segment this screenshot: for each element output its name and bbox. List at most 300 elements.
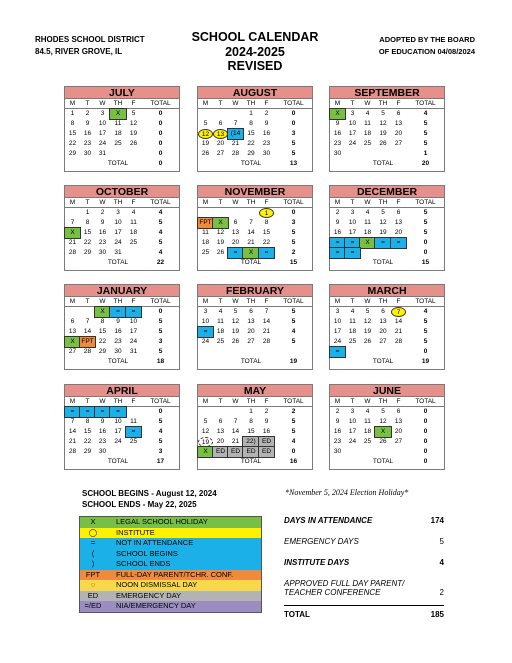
day-cell: 10	[201, 318, 210, 325]
spacer	[345, 357, 360, 367]
day-cell	[375, 447, 391, 457]
day-header: F	[126, 397, 141, 407]
spacer	[213, 457, 228, 467]
day-cell: 9	[85, 120, 90, 127]
day-header: W	[360, 99, 375, 109]
month-day-grid	[65, 297, 179, 367]
day-cell: 12	[201, 428, 210, 435]
stat-row	[284, 516, 444, 525]
legend-symbol: FPT	[85, 569, 101, 579]
legend-row	[80, 528, 261, 539]
month-total-value: 18	[156, 358, 165, 365]
month-total-label: TOTAL	[372, 358, 394, 365]
day-header: F	[259, 99, 274, 109]
month-total-label: TOTAL	[107, 458, 129, 465]
day-cell: 19	[379, 229, 387, 236]
day-header: M	[65, 99, 80, 109]
day-cell: 22	[98, 338, 107, 345]
spacer	[213, 258, 228, 268]
day-header: TOTAL	[141, 198, 180, 208]
day-header: W	[95, 397, 110, 407]
legend-row	[80, 517, 261, 528]
day-cell	[345, 149, 360, 159]
day-header: M	[198, 397, 213, 407]
day-cell: 11	[349, 318, 356, 325]
day-cell	[375, 248, 391, 258]
day-cell: 19	[198, 437, 213, 447]
day-cell: 2	[85, 110, 90, 117]
day-cell: 22	[262, 239, 271, 246]
day-cell: 8	[85, 418, 90, 425]
day-header: W	[95, 297, 110, 307]
week-total: 0	[158, 130, 163, 137]
week-total: 3	[158, 338, 163, 345]
month-total-label: TOTAL	[240, 458, 262, 465]
day-cell: 9	[335, 120, 340, 127]
day-cell	[65, 208, 80, 218]
day-header: M	[198, 297, 213, 307]
day-cell: 4	[365, 209, 370, 216]
day-cell: 14	[83, 328, 92, 335]
month-total-value: 15	[289, 259, 298, 266]
day-cell: 25	[114, 140, 122, 147]
legend-symbol: ◌	[90, 580, 96, 589]
day-cell: 25	[216, 338, 225, 345]
day-cell: 13	[379, 318, 387, 325]
day-cell: 22	[83, 438, 92, 445]
day-cell: 18	[363, 428, 372, 435]
day-cell: 31	[129, 348, 138, 355]
day-cell: =	[345, 248, 360, 258]
day-header: F	[126, 198, 141, 208]
school-dates	[82, 488, 217, 510]
day-cell: 19	[216, 239, 225, 246]
day-header: TH	[110, 99, 126, 109]
day-cell: =	[391, 238, 406, 248]
day-cell: 25	[348, 338, 357, 345]
day-header: M	[330, 397, 345, 407]
day-header: TH	[243, 397, 259, 407]
day-header: T	[345, 397, 360, 407]
spacer	[80, 457, 95, 467]
day-header: M	[330, 198, 345, 208]
month-total-value: 16	[289, 458, 298, 465]
week-total: 0	[158, 140, 163, 147]
day-cell: 25	[201, 249, 210, 256]
day-cell: 17	[114, 428, 122, 435]
day-cell	[126, 407, 141, 417]
day-cell: 12	[231, 318, 240, 325]
day-cell: 9	[116, 318, 120, 325]
adoption-note	[360, 34, 475, 58]
day-cell: 25	[363, 438, 372, 445]
month-total-label: TOTAL	[372, 259, 394, 266]
week-total: 0	[423, 348, 428, 355]
week-total: 5	[423, 209, 428, 216]
day-cell: 17	[98, 130, 107, 137]
day-cell: 16	[333, 229, 342, 236]
day-header: TH	[110, 297, 126, 307]
month-title: OCTOBER	[65, 186, 179, 198]
day-cell: 15	[68, 130, 77, 137]
day-cell: 9	[264, 120, 269, 127]
day-cell	[110, 149, 126, 159]
page-title	[178, 30, 332, 74]
day-cell: =	[126, 427, 141, 437]
day-cell: ED	[228, 447, 243, 457]
election-note: *November 5, 2024 Election Holiday*	[285, 488, 409, 497]
legend-label: NOT IN ATTENDANCE	[116, 538, 194, 547]
day-cell: X	[375, 427, 391, 437]
legend-symbol: (	[91, 548, 95, 558]
day-cell: 17	[348, 130, 357, 137]
day-cell: 23	[98, 239, 107, 246]
day-cell: 26	[379, 438, 387, 445]
day-cell: 19	[231, 328, 240, 335]
day-cell: X	[65, 228, 80, 238]
day-cell: 10	[114, 418, 122, 425]
day-cell: 29	[83, 249, 92, 256]
week-total: 0	[423, 418, 428, 425]
day-cell: 7	[391, 307, 406, 317]
month-august	[197, 86, 313, 172]
day-cell: 21	[68, 239, 77, 246]
week-total: 5	[291, 428, 296, 435]
day-cell	[360, 347, 375, 357]
day-cell: X	[330, 109, 345, 119]
day-cell: 27	[68, 348, 77, 355]
day-cell: 30	[262, 150, 271, 157]
day-header: F	[391, 397, 406, 407]
day-header: M	[330, 99, 345, 109]
day-cell: 15	[83, 428, 92, 435]
day-cell: 16	[333, 428, 342, 435]
day-header: TOTAL	[274, 198, 313, 208]
week-total: 5	[158, 318, 163, 325]
day-header: T	[213, 99, 228, 109]
month-day-grid	[65, 397, 179, 467]
day-cell: 22)	[243, 437, 259, 447]
week-total: 5	[423, 130, 428, 137]
day-cell: 11	[202, 229, 209, 236]
day-header: W	[95, 99, 110, 109]
day-header: TOTAL	[274, 99, 313, 109]
day-cell: 3	[350, 408, 355, 415]
day-header: T	[345, 297, 360, 307]
day-cell: 11	[364, 120, 371, 127]
day-header: F	[259, 297, 274, 307]
day-cell: 23	[114, 338, 122, 345]
day-cell: 3	[203, 308, 208, 315]
day-cell: 30	[114, 348, 122, 355]
stat-label: DAYS IN ATTENDANCE	[284, 516, 373, 525]
legend-row	[80, 601, 261, 612]
day-cell	[198, 407, 213, 417]
day-cell	[126, 447, 141, 457]
week-total: 5	[423, 338, 428, 345]
day-cell: 28	[83, 348, 92, 355]
week-total: 5	[291, 318, 296, 325]
day-cell: =	[228, 248, 243, 258]
day-cell: =	[375, 238, 391, 248]
stat-value: 2	[439, 588, 444, 597]
stat-total-label: TOTAL	[284, 610, 310, 619]
day-cell: 2	[335, 408, 340, 415]
day-cell: 29	[83, 448, 92, 455]
day-cell: 21	[247, 239, 255, 246]
week-total: 5	[291, 239, 296, 246]
month-total-label: TOTAL	[240, 259, 262, 266]
day-cell: 13	[68, 328, 77, 335]
day-cell: 12	[379, 219, 387, 226]
day-cell: 20	[394, 428, 403, 435]
day-header: TH	[243, 99, 259, 109]
day-cell: 7	[70, 219, 75, 226]
day-cell: 10	[114, 219, 122, 226]
week-total: 5	[423, 328, 428, 335]
day-cell: 3	[350, 209, 355, 216]
day-cell: 2	[264, 110, 269, 117]
month-total-label: TOTAL	[107, 160, 129, 167]
day-cell: 24	[348, 140, 357, 147]
day-cell: 10	[129, 318, 138, 325]
spacer	[80, 159, 95, 169]
week-total: 0	[423, 428, 428, 435]
day-cell: 8	[249, 418, 253, 425]
day-cell	[198, 347, 213, 357]
month-title: DECEMBER	[330, 186, 444, 198]
day-cell: 10	[348, 120, 357, 127]
day-cell: 5	[131, 110, 136, 117]
week-total: 5	[158, 348, 163, 355]
spacer	[65, 357, 80, 367]
day-header: TOTAL	[406, 99, 445, 109]
legend-symbol: =/ED	[84, 601, 102, 610]
day-header: TH	[375, 99, 391, 109]
month-january	[64, 284, 180, 370]
day-cell: 15	[83, 229, 92, 236]
week-total: 4	[158, 249, 163, 256]
month-day-grid	[330, 297, 444, 367]
week-total: 3	[158, 448, 163, 455]
adoption-line-2: OF EDUCATION 04/08/2024	[378, 47, 475, 56]
day-cell: 29	[68, 150, 77, 157]
day-header: F	[259, 198, 274, 208]
district-name: RHODES SCHOOL DISTRICT	[35, 35, 145, 44]
day-cell	[228, 347, 243, 357]
title-line-1: SCHOOL CALENDAR	[191, 30, 319, 44]
day-cell: 4	[218, 308, 223, 315]
day-cell: 11	[364, 219, 371, 226]
day-cell: 5	[233, 308, 238, 315]
day-cell: 20	[394, 130, 403, 137]
day-cell: 13	[247, 318, 255, 325]
day-cell	[198, 109, 213, 119]
stat-value: 5	[439, 537, 444, 546]
day-cell: 13	[394, 219, 403, 226]
week-total: 4	[158, 229, 163, 236]
day-cell: X	[65, 337, 80, 347]
day-cell: 5	[203, 418, 208, 425]
day-cell: 13	[394, 418, 403, 425]
day-header: T	[345, 198, 360, 208]
day-cell	[391, 149, 406, 159]
stat-value: 174	[430, 516, 444, 525]
day-cell: 5	[203, 120, 208, 127]
day-cell: 8	[264, 219, 269, 226]
month-september	[329, 86, 445, 172]
legend-row	[80, 549, 261, 560]
spacer	[80, 357, 95, 367]
month-title: MAY	[198, 385, 312, 397]
month-total-value: 20	[421, 160, 430, 167]
day-cell: 23	[262, 140, 271, 147]
day-cell: 26	[231, 338, 240, 345]
month-day-grid	[65, 198, 179, 268]
month-title: FEBRUARY	[198, 285, 312, 297]
legend-label: SCHOOL ENDS	[116, 559, 171, 568]
day-cell: 5	[381, 209, 385, 216]
spacer	[80, 258, 95, 268]
day-cell: 17	[348, 428, 357, 435]
day-cell: 28	[262, 338, 271, 345]
day-header: W	[360, 397, 375, 407]
week-total: 4	[291, 328, 296, 335]
day-cell: 1	[85, 209, 90, 216]
day-cell: (14	[228, 129, 243, 139]
day-cell: 30	[98, 448, 107, 455]
day-header: M	[65, 198, 80, 208]
day-cell	[375, 149, 391, 159]
day-cell	[198, 208, 213, 218]
day-cell: FPT	[199, 219, 212, 226]
day-header: T	[80, 397, 95, 407]
day-cell: X	[110, 109, 126, 119]
day-cell: =	[330, 248, 345, 258]
week-total: 5	[291, 418, 296, 425]
spacer	[330, 457, 345, 467]
legend-symbol: =	[90, 538, 96, 547]
day-cell: =	[80, 407, 95, 417]
month-title: SEPTEMBER	[330, 87, 444, 99]
day-header: TH	[110, 198, 126, 208]
month-total-label: TOTAL	[107, 358, 129, 365]
day-header: T	[213, 198, 228, 208]
day-cell: 31	[98, 150, 107, 157]
day-cell: 6	[396, 110, 401, 117]
day-header: M	[330, 297, 345, 307]
day-cell: 17	[333, 328, 342, 335]
day-cell: 23	[333, 438, 342, 445]
spacer	[213, 357, 228, 367]
week-total: 1	[423, 150, 428, 157]
day-header: M	[198, 99, 213, 109]
day-cell: 14	[68, 428, 77, 435]
day-cell: =	[330, 238, 345, 248]
day-cell: ED	[243, 447, 259, 457]
day-header: W	[228, 397, 243, 407]
spacer	[330, 159, 345, 169]
month-total-value: 15	[421, 259, 430, 266]
day-cell	[228, 109, 243, 119]
week-total: 0	[423, 408, 428, 415]
week-total: 5	[291, 308, 296, 315]
day-cell	[345, 447, 360, 457]
day-cell: 29	[98, 348, 107, 355]
day-cell: 23	[83, 140, 92, 147]
day-cell: 10	[348, 219, 357, 226]
day-cell: 19	[129, 130, 138, 137]
day-cell: X	[95, 307, 110, 317]
day-cell: 16	[83, 130, 92, 137]
spacer	[345, 457, 360, 467]
week-total: 0	[158, 308, 163, 315]
day-cell: 18	[216, 328, 225, 335]
legend-symbol: X	[90, 517, 96, 526]
day-header: TH	[110, 397, 126, 407]
month-title: MARCH	[330, 285, 444, 297]
day-cell: 17	[348, 229, 357, 236]
day-header: F	[391, 198, 406, 208]
spacer	[198, 258, 213, 268]
district-info	[35, 34, 145, 58]
day-cell: 6	[396, 209, 401, 216]
day-cell: =	[198, 327, 213, 337]
day-cell: X	[243, 248, 259, 258]
week-total: 3	[291, 130, 296, 137]
spacer	[65, 258, 80, 268]
week-total: 0	[423, 448, 428, 455]
day-cell: 6	[396, 408, 401, 415]
week-total: 5	[291, 229, 296, 236]
day-cell: 26	[129, 140, 138, 147]
day-header: M	[65, 297, 80, 307]
day-cell: 20	[216, 140, 225, 147]
day-cell: 17	[129, 328, 138, 335]
day-cell: 26	[216, 249, 225, 256]
day-cell	[213, 407, 228, 417]
day-cell: 1	[249, 110, 253, 117]
school-ends: SCHOOL ENDS - May 22, 2025	[82, 500, 197, 509]
day-cell	[360, 149, 375, 159]
week-total: 0	[423, 438, 428, 445]
day-cell	[213, 109, 228, 119]
day-cell: 11	[130, 418, 137, 425]
day-cell	[345, 347, 360, 357]
week-total: 5	[423, 140, 428, 147]
stat-label: EMERGENCY DAYS	[284, 537, 359, 546]
day-cell: 12	[198, 129, 213, 139]
week-total: 5	[291, 338, 296, 345]
day-cell: 15	[262, 229, 271, 236]
day-cell: =	[345, 238, 360, 248]
day-cell: 12	[379, 120, 387, 127]
month-total-label: TOTAL	[240, 358, 262, 365]
month-total-value: 19	[421, 358, 430, 365]
day-cell: 14	[394, 318, 403, 325]
day-cell	[126, 248, 141, 258]
day-cell: 14	[231, 428, 240, 435]
stat-row	[284, 558, 444, 567]
day-header: F	[391, 297, 406, 307]
day-cell: 3	[116, 209, 120, 216]
day-cell: 26	[201, 150, 210, 157]
day-cell: 8	[70, 120, 75, 127]
legend-label: LEGAL SCHOOL HOLIDAY	[116, 517, 208, 526]
day-header: T	[80, 198, 95, 208]
day-cell	[259, 347, 274, 357]
month-day-grid	[65, 99, 179, 169]
